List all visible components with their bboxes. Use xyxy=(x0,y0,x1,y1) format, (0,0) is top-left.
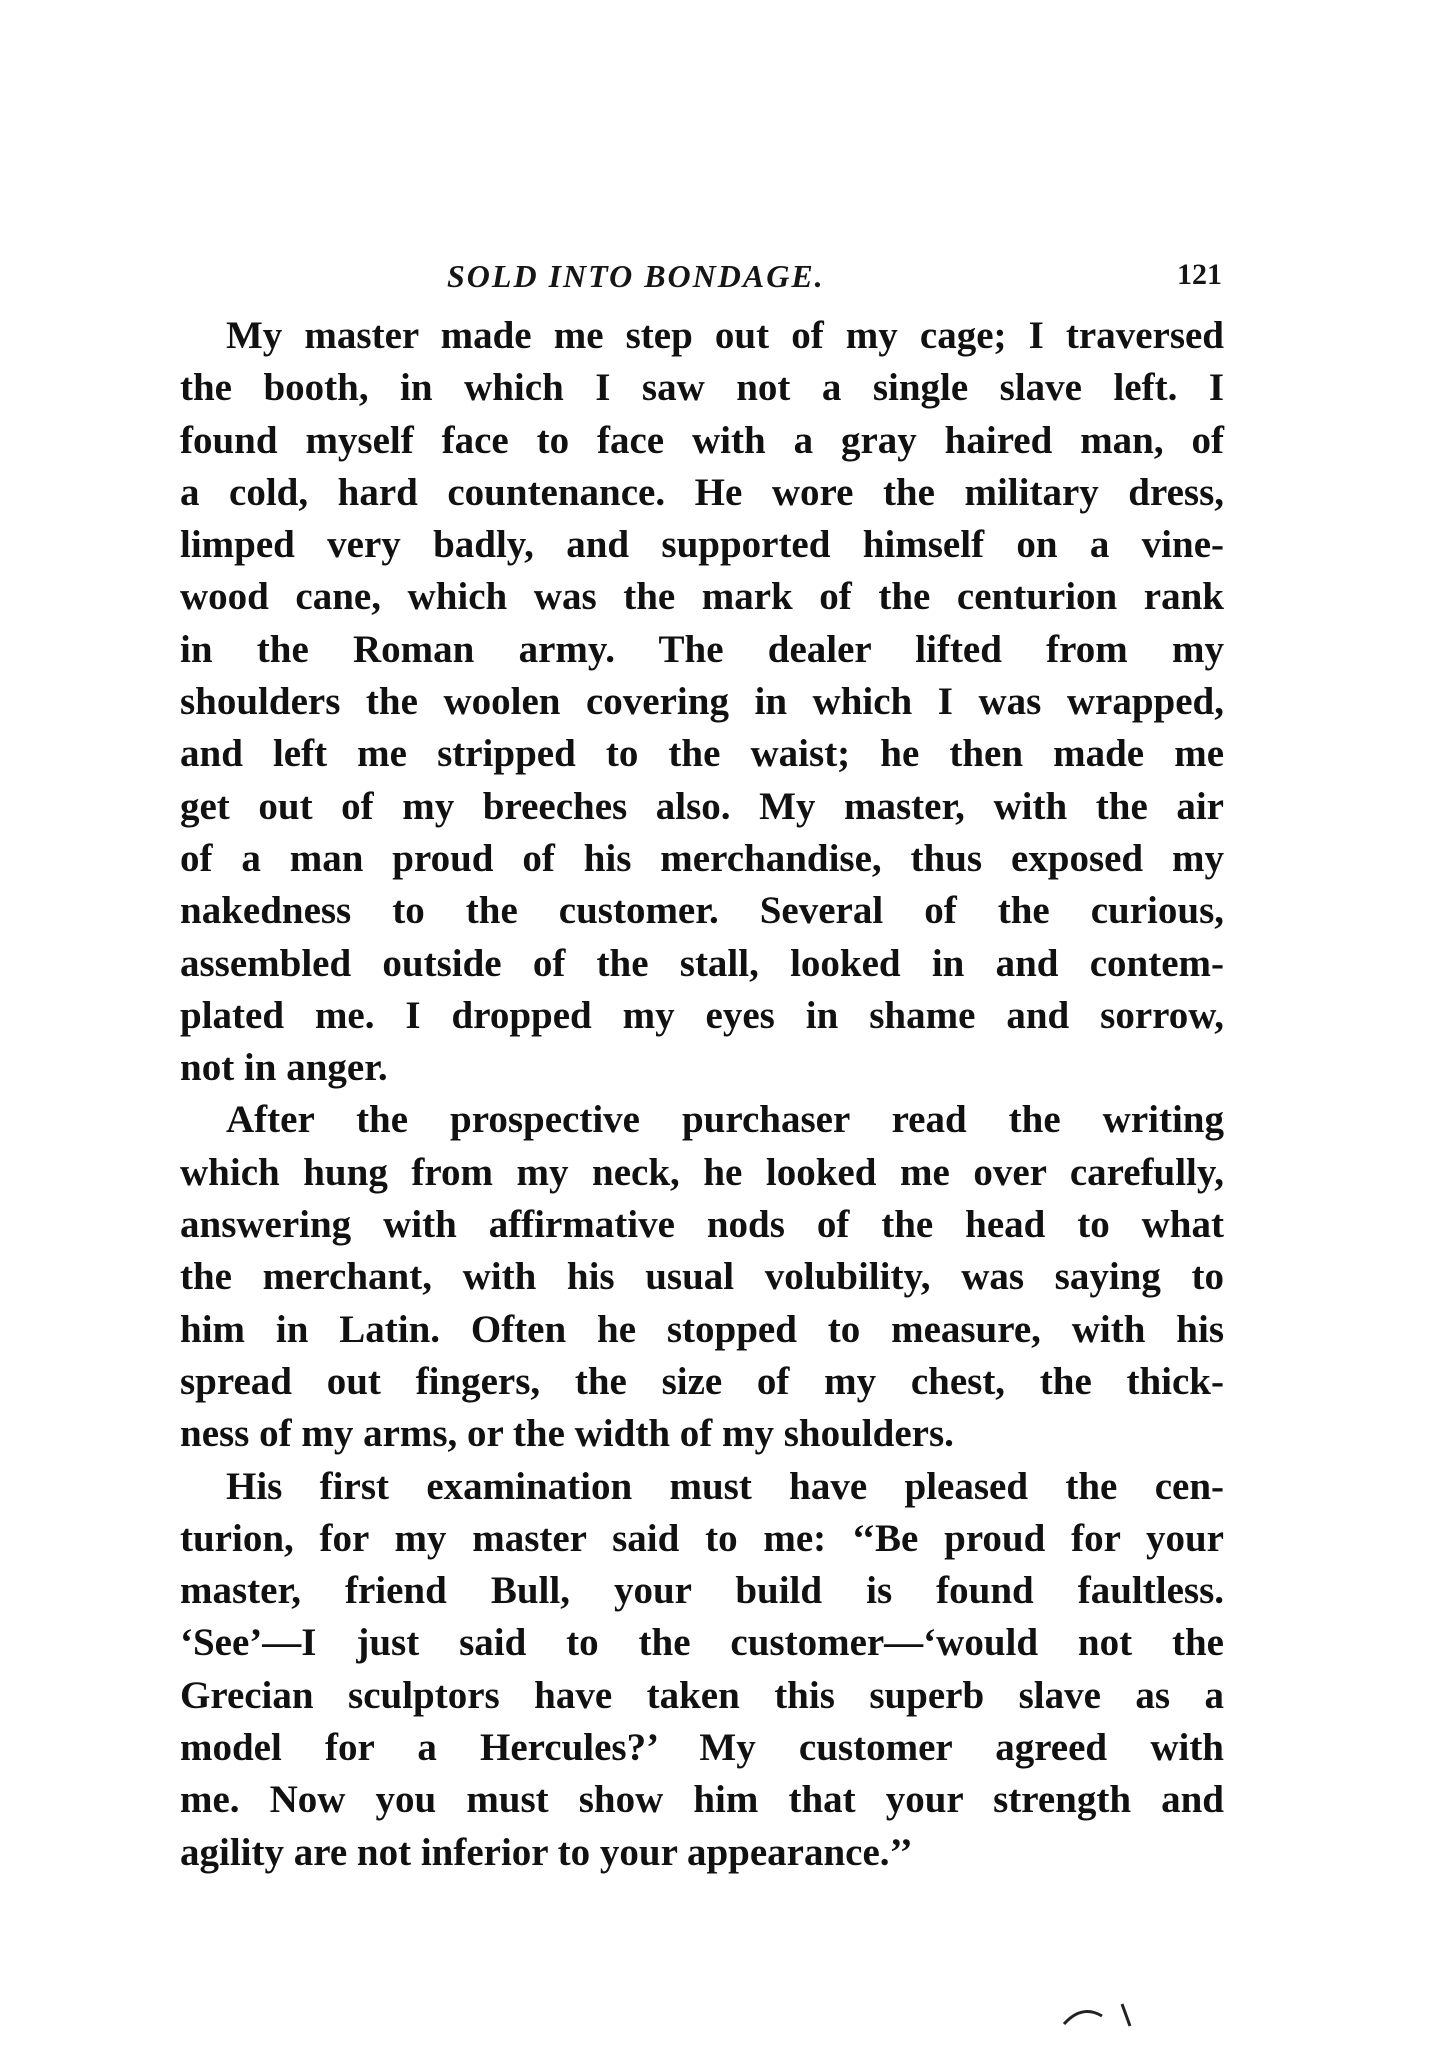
text-line: assembled outside of the stall, looked in and contem- xyxy=(180,941,1224,985)
text-line: limped very badly, and supported himself on a vine- xyxy=(180,523,1224,567)
text-line: shoulders the woolen covering in which I was wrapped, xyxy=(180,680,1224,724)
text-line: not in anger. xyxy=(180,1046,388,1090)
text-line: wood cane, which was the mark of the centurion rank xyxy=(180,575,1224,619)
text-line: which hung from my neck, he looked me over carefully, xyxy=(180,1150,1224,1194)
text-line: answering with affirmative nods of the head to what xyxy=(180,1203,1224,1247)
text-line: in the Roman army. The dealer lifted from my xyxy=(180,627,1224,671)
text-line: My master made me step out of my cage; I traversed xyxy=(226,314,1224,357)
text-line: agility are not inferior to your appearance.’’ xyxy=(180,1830,913,1874)
running-title: SOLD INTO BONDAGE. xyxy=(447,258,825,294)
text-line: him in Latin. Often he stopped to measure, with his xyxy=(180,1307,1224,1351)
text-line: and left me stripped to the waist; he then made me xyxy=(180,732,1224,776)
text-line: After the prospective purchaser read the writing xyxy=(226,1098,1224,1142)
text-line: found myself face to face with a gray haired man, of xyxy=(180,418,1224,462)
text-line: His first examination must have pleased the cen- xyxy=(226,1464,1224,1508)
text-line: the booth, in which I saw not a single slave left. I xyxy=(180,366,1224,410)
text-line: ness of my arms, or the width of my shoulders. xyxy=(180,1412,954,1456)
text-line: model for a Hercules?’ My customer agreed with xyxy=(180,1726,1224,1770)
body-text xyxy=(180,310,1224,1879)
text-line: get out of my breeches also. My master, with the air xyxy=(180,784,1224,828)
text-line: master, friend Bull, your build is found faultless. xyxy=(180,1569,1224,1613)
text-line: turion, for my master said to me: ‘‘Be proud for your xyxy=(180,1516,1224,1560)
text-line: me. Now you must show him that your strength and xyxy=(180,1778,1224,1822)
text-line: spread out fingers, the size of my chest, the thick- xyxy=(180,1359,1224,1403)
text-line: the merchant, with his usual volubility, was saying to xyxy=(180,1255,1224,1299)
running-head xyxy=(182,258,1222,308)
page-number: 121 xyxy=(1177,258,1222,291)
text-line: Grecian sculptors have taken this superb slave as a xyxy=(180,1673,1224,1717)
stray-ink-mark xyxy=(1060,1998,1150,2028)
text-line: nakedness to the customer. Several of the curious, xyxy=(180,889,1224,933)
text-line: of a man proud of his merchandise, thus exposed my xyxy=(180,836,1224,880)
text-line: a cold, hard countenance. He wore the military dress, xyxy=(180,470,1224,514)
text-line: plated me. I dropped my eyes in shame and sorrow, xyxy=(180,993,1224,1037)
text-line: ‘See’—I just said to the customer—‘would not the xyxy=(180,1621,1224,1665)
